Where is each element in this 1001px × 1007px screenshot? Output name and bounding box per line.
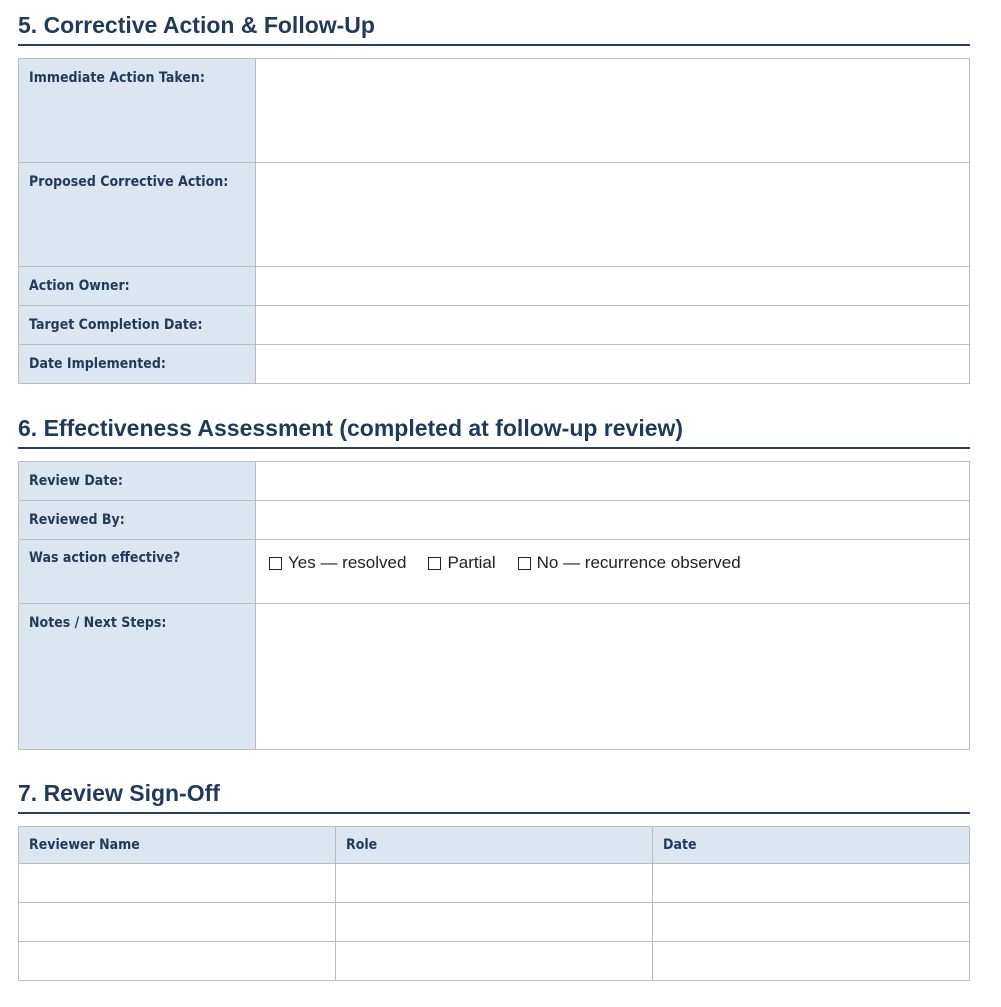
proposed-action-field[interactable]: [256, 163, 970, 267]
field-label: Date Implemented:: [19, 345, 256, 384]
table-row: [19, 903, 970, 942]
target-date-field[interactable]: [256, 306, 970, 345]
checkbox-icon[interactable]: [269, 557, 282, 570]
table-row: [19, 345, 970, 384]
table-row: [19, 462, 970, 501]
role-cell[interactable]: [336, 942, 653, 981]
table-row: [19, 59, 970, 163]
date-implemented-field[interactable]: [256, 345, 970, 384]
effective-options: [256, 540, 969, 573]
notes-field[interactable]: [256, 604, 970, 750]
immediate-action-field[interactable]: [256, 59, 970, 163]
option-label: Partial: [447, 553, 496, 572]
option-no-recurrence[interactable]: [518, 553, 741, 573]
section-review-signoff: [18, 779, 970, 981]
field-label: Action Owner:: [19, 267, 256, 306]
section-effectiveness: [18, 414, 970, 750]
review-date-field[interactable]: [256, 462, 970, 501]
column-header-role: Role: [336, 827, 653, 864]
column-header-date: Date: [653, 827, 970, 864]
reviewed-by-field[interactable]: [256, 501, 970, 540]
table-row: [19, 604, 970, 750]
reviewer-name-cell[interactable]: [19, 903, 336, 942]
checkbox-icon[interactable]: [518, 557, 531, 570]
reviewer-name-cell[interactable]: [19, 864, 336, 903]
option-yes-resolved[interactable]: [269, 553, 406, 573]
effective-options-cell: [256, 540, 970, 604]
table-row: [19, 306, 970, 345]
table-row: [19, 163, 970, 267]
option-label: Yes — resolved: [288, 553, 407, 572]
role-cell[interactable]: [336, 903, 653, 942]
section-title: 5. Corrective Action & Follow-Up: [18, 11, 970, 46]
checkbox-icon[interactable]: [428, 557, 441, 570]
option-partial[interactable]: [428, 553, 495, 573]
table-row: [19, 267, 970, 306]
field-label: Review Date:: [19, 462, 256, 501]
table-row: [19, 942, 970, 981]
date-cell[interactable]: [653, 864, 970, 903]
field-label: Reviewed By:: [19, 501, 256, 540]
table-row: [19, 501, 970, 540]
effectiveness-table: [18, 461, 970, 750]
column-header-reviewer-name: Reviewer Name: [19, 827, 336, 864]
table-header-row: [19, 827, 970, 864]
table-row: [19, 540, 970, 604]
signoff-table: [18, 826, 970, 981]
section-corrective-action: [18, 11, 970, 384]
field-label: Was action effective?: [19, 540, 256, 604]
field-label: Target Completion Date:: [19, 306, 256, 345]
field-label: Proposed Corrective Action:: [19, 163, 256, 267]
role-cell[interactable]: [336, 864, 653, 903]
corrective-action-table: [18, 58, 970, 384]
field-label: Notes / Next Steps:: [19, 604, 256, 750]
option-label: No — recurrence observed: [536, 553, 741, 572]
reviewer-name-cell[interactable]: [19, 942, 336, 981]
field-label: Immediate Action Taken:: [19, 59, 256, 163]
section-title: 7. Review Sign-Off: [18, 779, 970, 814]
section-title: 6. Effectiveness Assessment (completed at follow-up review): [18, 414, 970, 449]
date-cell[interactable]: [653, 942, 970, 981]
date-cell[interactable]: [653, 903, 970, 942]
table-row: [19, 864, 970, 903]
action-owner-field[interactable]: [256, 267, 970, 306]
